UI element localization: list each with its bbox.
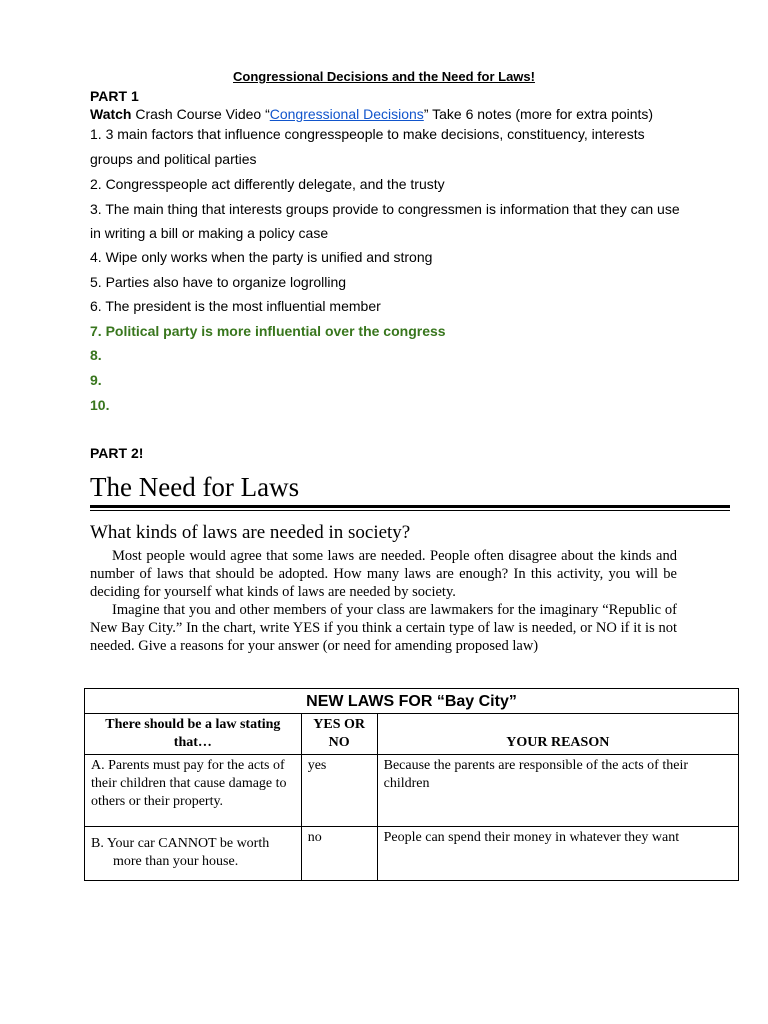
green-note-line: 8.: [90, 347, 102, 363]
section-subheading: What kinds of laws are needed in society?: [90, 522, 411, 543]
header-yes-no: YES OR NO: [301, 714, 377, 755]
watch-pre-text: Crash Course Video “: [131, 106, 270, 122]
instructions-paragraph: Imagine that you and other members of your class are lawmakers for the imaginary “Republic of New Bay City.” In the chart, write YES if you think a certain type of law is needed, or NO if it is not needed. Give a reasons for your answer (or need for amending proposed law): [90, 602, 677, 654]
table-row: [85, 827, 739, 881]
note-line: 5. Parties also have to organize logrolling: [90, 274, 347, 290]
note-line: groups and political parties: [90, 151, 257, 167]
note-line: in writing a bill or making a policy case: [90, 225, 329, 241]
note-line: 4. Wipe only works when the party is unified and strong: [90, 249, 433, 265]
note-line: 6. The president is the most influential member: [90, 298, 381, 314]
watch-post-text: ” Take 6 notes (more for extra points): [423, 106, 654, 122]
law-cell: A. Parents must pay for the acts of their children that cause damage to others or their property.: [85, 755, 302, 827]
reason-cell[interactable]: People can spend their money in whatever they want: [377, 827, 738, 881]
answer-cell[interactable]: no: [301, 827, 377, 881]
part1-label: PART 1: [90, 88, 139, 104]
table-caption: NEW LAWS FOR “Bay City”: [85, 689, 739, 714]
heading-rule-thick: [90, 505, 730, 508]
note-line: 2. Congresspeople act differently delegate, and the trusty: [90, 176, 445, 192]
part2-label: PART 2!: [90, 445, 144, 461]
green-note-line: 7. Political party is more influential over the congress: [90, 323, 446, 339]
watch-bold: Watch: [90, 106, 132, 122]
note-line: 1. 3 main factors that influence congresspeople to make decisions, constituency, interests: [90, 126, 645, 142]
answer-cell[interactable]: yes: [301, 755, 377, 827]
law-cell: B. Your car CANNOT be worth more than your house.: [85, 827, 302, 881]
header-law: There should be a law stating that…: [85, 714, 302, 755]
green-note-line: 10.: [90, 397, 110, 413]
green-note-line: 9.: [90, 372, 102, 388]
section-heading: The Need for Laws: [90, 472, 300, 502]
header-reason: YOUR REASON: [377, 714, 738, 755]
document-title: Congressional Decisions and the Need for Laws!: [233, 69, 535, 84]
intro-paragraph: Most people would agree that some laws are needed. People often disagree about the kinds and number of laws that should be adopted. How many laws are enough? In this activity, you will be deciding for yourself what kinds of laws are needed by society.: [90, 548, 677, 600]
reason-cell[interactable]: Because the parents are responsible of the acts of their children: [377, 755, 738, 827]
note-line: 3. The main thing that interests groups provide to congressmen is information that they can use: [90, 201, 680, 217]
table-row: [85, 755, 739, 827]
watch-instruction: [90, 106, 653, 122]
heading-rule-thin: [90, 510, 730, 511]
laws-table: [84, 688, 739, 881]
video-link[interactable]: Congressional Decisions: [269, 106, 424, 122]
